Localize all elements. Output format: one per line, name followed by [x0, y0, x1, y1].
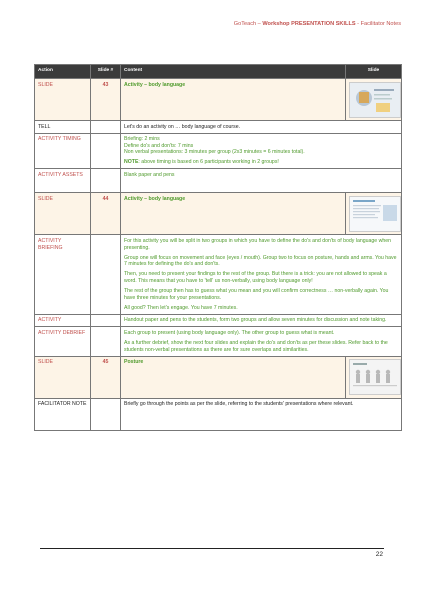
table-row	[35, 79, 402, 121]
row-slide-number-empty	[91, 121, 121, 134]
row-paragraph: Handout paper and pens to the students, form two groups and allow seven minutes for discussion and note taking.	[124, 317, 387, 324]
row-content-title: Activity – body language	[121, 79, 346, 121]
row-paragraph: For this activity you will be split in two groups in which you have to define the do's and don'ts of body language when presenting.	[124, 237, 391, 251]
row-paragraph: All good? Then let's engage. You have 7 minutes.	[124, 304, 238, 311]
table-row	[35, 398, 402, 430]
timing-line: Define do's and don'ts: 7 mins	[124, 142, 194, 149]
header-suffix: Facilitator Notes	[360, 21, 401, 27]
row-slide-number: 45	[91, 356, 121, 398]
row-content	[121, 314, 402, 327]
slide-thumbnail-cell	[346, 193, 402, 235]
page-number: 22	[375, 551, 383, 558]
row-content	[121, 169, 402, 193]
row-action: ACTIVITY TIMING	[35, 133, 91, 169]
row-action: ACTIVITY BRIEFING	[35, 235, 91, 314]
row-action: ACTIVITY DEBRIEF	[35, 327, 91, 356]
note-text: : above timing is based on 6 participants working in 2 groups!	[138, 159, 279, 166]
row-paragraph: Group one will focus on movement and face (eyes / mouth). Group two to focus on posture, hands and arms. You have 7 minutes for defining the do's and don'ts.	[124, 254, 397, 268]
row-slide-number: 44	[91, 193, 121, 235]
row-action: SLIDE	[35, 79, 91, 121]
timing-line: Briefing: 2 mins	[124, 136, 160, 143]
page-header: GoTeach – Workshop PRESENTATION SKILLS - Facilitator Notes	[233, 21, 401, 27]
footer-divider	[40, 548, 384, 549]
slide-thumbnail-cell	[346, 356, 402, 398]
timing-note	[124, 159, 398, 166]
row-paragraph: Blank paper and pens	[124, 171, 175, 178]
slide-thumbnail-image	[349, 359, 401, 395]
row-content	[121, 133, 402, 169]
table-row	[35, 356, 402, 398]
table-row	[35, 169, 402, 193]
row-content	[121, 398, 402, 430]
row-action: SLIDE	[35, 193, 91, 235]
slide-thumbnail-image	[349, 82, 401, 118]
header-title: Workshop PRESENTATION SKILLS	[262, 21, 356, 27]
row-paragraph: Then, you need to present your findings to the rest of the group. But there is a trick: you are not allowed to speak a word. This means that you have to 'tell' us non-verbally, using body language only!	[124, 271, 387, 284]
note-label: NOTE	[124, 159, 139, 166]
table-row	[35, 327, 402, 356]
column-header-slide-no: Slide #	[91, 65, 121, 79]
row-action: ACTIVITY ASSETS	[35, 169, 91, 193]
row-paragraph: The rest of the group then has to guess what you mean and you will confirm correctness … non-verbally again. You have three minutes for your presentations.	[124, 288, 389, 301]
row-slide-number-empty	[91, 327, 121, 356]
row-content	[121, 235, 402, 314]
table-row	[35, 193, 402, 235]
row-content	[121, 121, 402, 134]
slide-thumbnail-cell	[346, 79, 402, 121]
row-slide-number-empty	[91, 314, 121, 327]
row-paragraph: As a further debrief, show the next four slides and explain the do's and don'ts as per these slides. Refer back to the students non-verbal presentations as there are for sure overlaps and similarities.	[124, 340, 388, 353]
column-header-slide: Slide	[346, 65, 402, 79]
row-action: FACILITATOR NOTE	[35, 398, 91, 430]
header-brand: GoTeach	[233, 21, 257, 27]
timing-line: Non verbal presentations: 3 minutes per group (2x3 minutes = 6 minutes total).	[124, 149, 305, 156]
column-header-content: Content	[121, 65, 346, 79]
table-header-row	[35, 65, 402, 79]
column-header-action: Action	[35, 65, 91, 79]
row-slide-number-empty	[91, 133, 121, 169]
row-slide-number-empty	[91, 235, 121, 314]
table-row	[35, 314, 402, 327]
row-slide-number: 43	[91, 79, 121, 121]
row-content-title: Posture	[121, 356, 346, 398]
table-row	[35, 133, 402, 169]
row-slide-number-empty	[91, 169, 121, 193]
row-action: SLIDE	[35, 356, 91, 398]
table-row	[35, 121, 402, 134]
row-action: TELL	[35, 121, 91, 134]
facilitator-notes-table	[34, 64, 402, 431]
row-paragraph: Let's do an activity on … body language of course.	[124, 123, 241, 130]
row-content	[121, 327, 402, 356]
row-action: ACTIVITY	[35, 314, 91, 327]
table-row	[35, 235, 402, 314]
row-content-title: Activity – body language	[121, 193, 346, 235]
row-slide-number-empty	[91, 398, 121, 430]
row-paragraph: Briefly go through the points as per the slide, referring to the students' presentations where relevant.	[124, 401, 354, 408]
row-paragraph: Each group to present (using body language only). The other group to guess what is meant.	[124, 329, 335, 336]
slide-thumbnail-image	[349, 196, 401, 232]
